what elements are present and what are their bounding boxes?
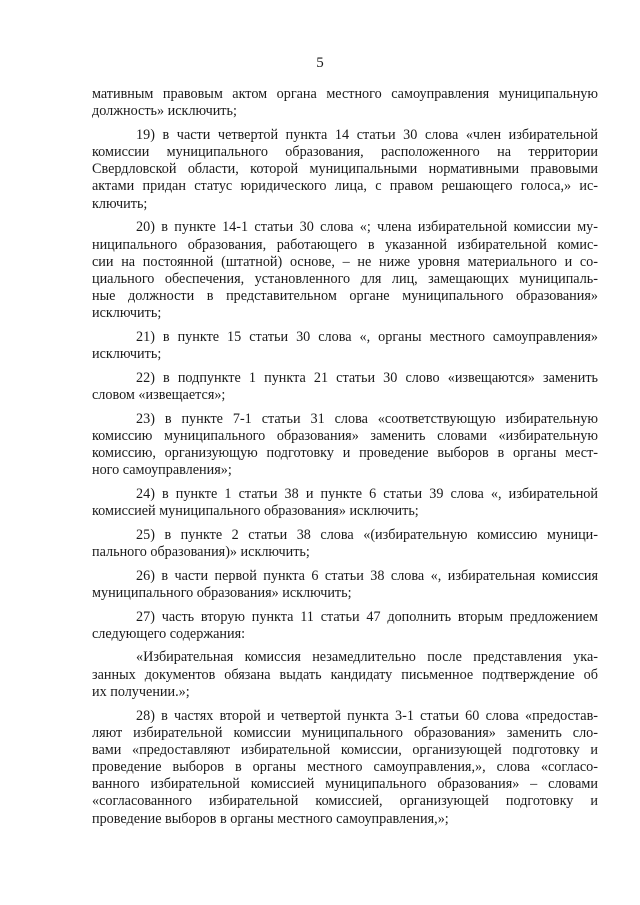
paragraph-line: сии на постоянной (штатной) основе, – не ниже уровня материального и со- (92, 253, 598, 270)
paragraph-line: словом «извещается»; (92, 387, 226, 403)
paragraph-line: Свердловской области, которой муниципальными нормативными правовыми (92, 161, 598, 178)
paragraph-line: 20) в пункте 14-1 статьи 30 слова «; члена избирательной комиссии му- (136, 219, 598, 236)
paragraph-line: 28) в частях второй и четвертой пункта 3-1 статьи 60 слова «предостав- (136, 707, 598, 724)
paragraph-line: проведение выборов в органы местного самоуправления,», слова «согласо- (92, 759, 598, 776)
paragraph (92, 86, 598, 120)
paragraph-line: 19) в части четвертой пункта 14 статьи 30 слова «член избирательной (136, 126, 598, 143)
document-body (92, 86, 598, 834)
paragraph-line: «согласованного избирательной комиссией, организующей подготовку и (92, 793, 598, 810)
paragraph-line: ные должности в представительном органе муниципального образования» (92, 288, 598, 305)
paragraph-line: вами «предоставляют избирательной комиссии, организующей подготовку и (92, 741, 598, 758)
paragraph (92, 219, 598, 322)
paragraph (92, 370, 598, 404)
paragraph-line: «Избирательная комиссия незамедлительно после представления ука- (136, 649, 598, 666)
paragraph (92, 527, 598, 561)
paragraph-line: комиссии муниципального образования, расположенного на территории (92, 144, 598, 161)
paragraph-line: актами придан статус юридического лица, с правом решающего голоса,» ис- (92, 178, 598, 195)
paragraph (92, 329, 598, 363)
paragraph-line: должность» исключить; (92, 103, 237, 120)
paragraph (92, 568, 598, 602)
page-number: 5 (316, 55, 324, 71)
paragraph (92, 486, 598, 520)
paragraph-line: 21) в пункте 15 статьи 30 слова «, органы местного самоуправления» (136, 328, 598, 345)
paragraph-line: 24) в пункте 1 статьи 38 и пункте 6 статьи 39 слова «, избирательной (136, 485, 598, 502)
paragraph (92, 649, 598, 701)
paragraph-line: пального образования)» исключить; (92, 544, 310, 560)
paragraph-line: их получении.»; (92, 683, 190, 700)
paragraph-line: исключить; (92, 346, 162, 363)
paragraph-line: 22) в подпункте 1 пункта 21 статьи 30 слово «извещаются» заменить (136, 369, 598, 386)
paragraph-line: муниципального образования» исключить; (92, 584, 352, 601)
paragraph-line: следующего содержания: (92, 625, 246, 642)
paragraph-line: 26) в части первой пункта 6 статьи 38 слова «, избирательная комиссия (136, 567, 598, 584)
paragraph-line: комиссию муниципального образования» заменить словами «избирательную (92, 427, 598, 444)
paragraph-line: 27) часть вторую пункта 11 статьи 47 дополнить вторым предложением (136, 608, 598, 625)
paragraph-line: 25) в пункте 2 статьи 38 слова «(избирательную комиссию муници- (136, 526, 598, 543)
paragraph-line: ванного избирательной комиссией муниципального образования» – словами (92, 776, 598, 793)
paragraph-line: проведение выборов в органы местного самоуправления,»; (92, 810, 449, 827)
paragraph-line: комиссию, организующую подготовку и проведение выборов в органы мест- (92, 445, 598, 462)
paragraph-line: мативным правовым актом органа местного самоуправления муниципальную (92, 86, 598, 102)
paragraph (92, 708, 598, 828)
paragraph-line: ляют избирательной комиссии муниципального образования» заменить сло- (92, 724, 598, 741)
paragraph (92, 127, 598, 213)
paragraph-line: исключить; (92, 305, 162, 322)
paragraph (92, 411, 598, 480)
paragraph-line: циального обеспечения, установленного для лиц, замещающих муниципаль- (92, 270, 598, 287)
paragraph-line: 23) в пункте 7-1 статьи 31 слова «соответствующую избирательную (136, 410, 598, 427)
paragraph-line: ниципального образования, работающего в указанной избирательной комис- (92, 236, 598, 253)
paragraph-line: ключить; (92, 195, 148, 212)
paragraph (92, 609, 598, 643)
paragraph-line: комиссией муниципального образования» исключить; (92, 503, 419, 520)
paragraph-line: занных документов обязана выдать кандидату письменное подтверждение об (92, 666, 598, 683)
paragraph-line: ного самоуправления»; (92, 462, 232, 479)
